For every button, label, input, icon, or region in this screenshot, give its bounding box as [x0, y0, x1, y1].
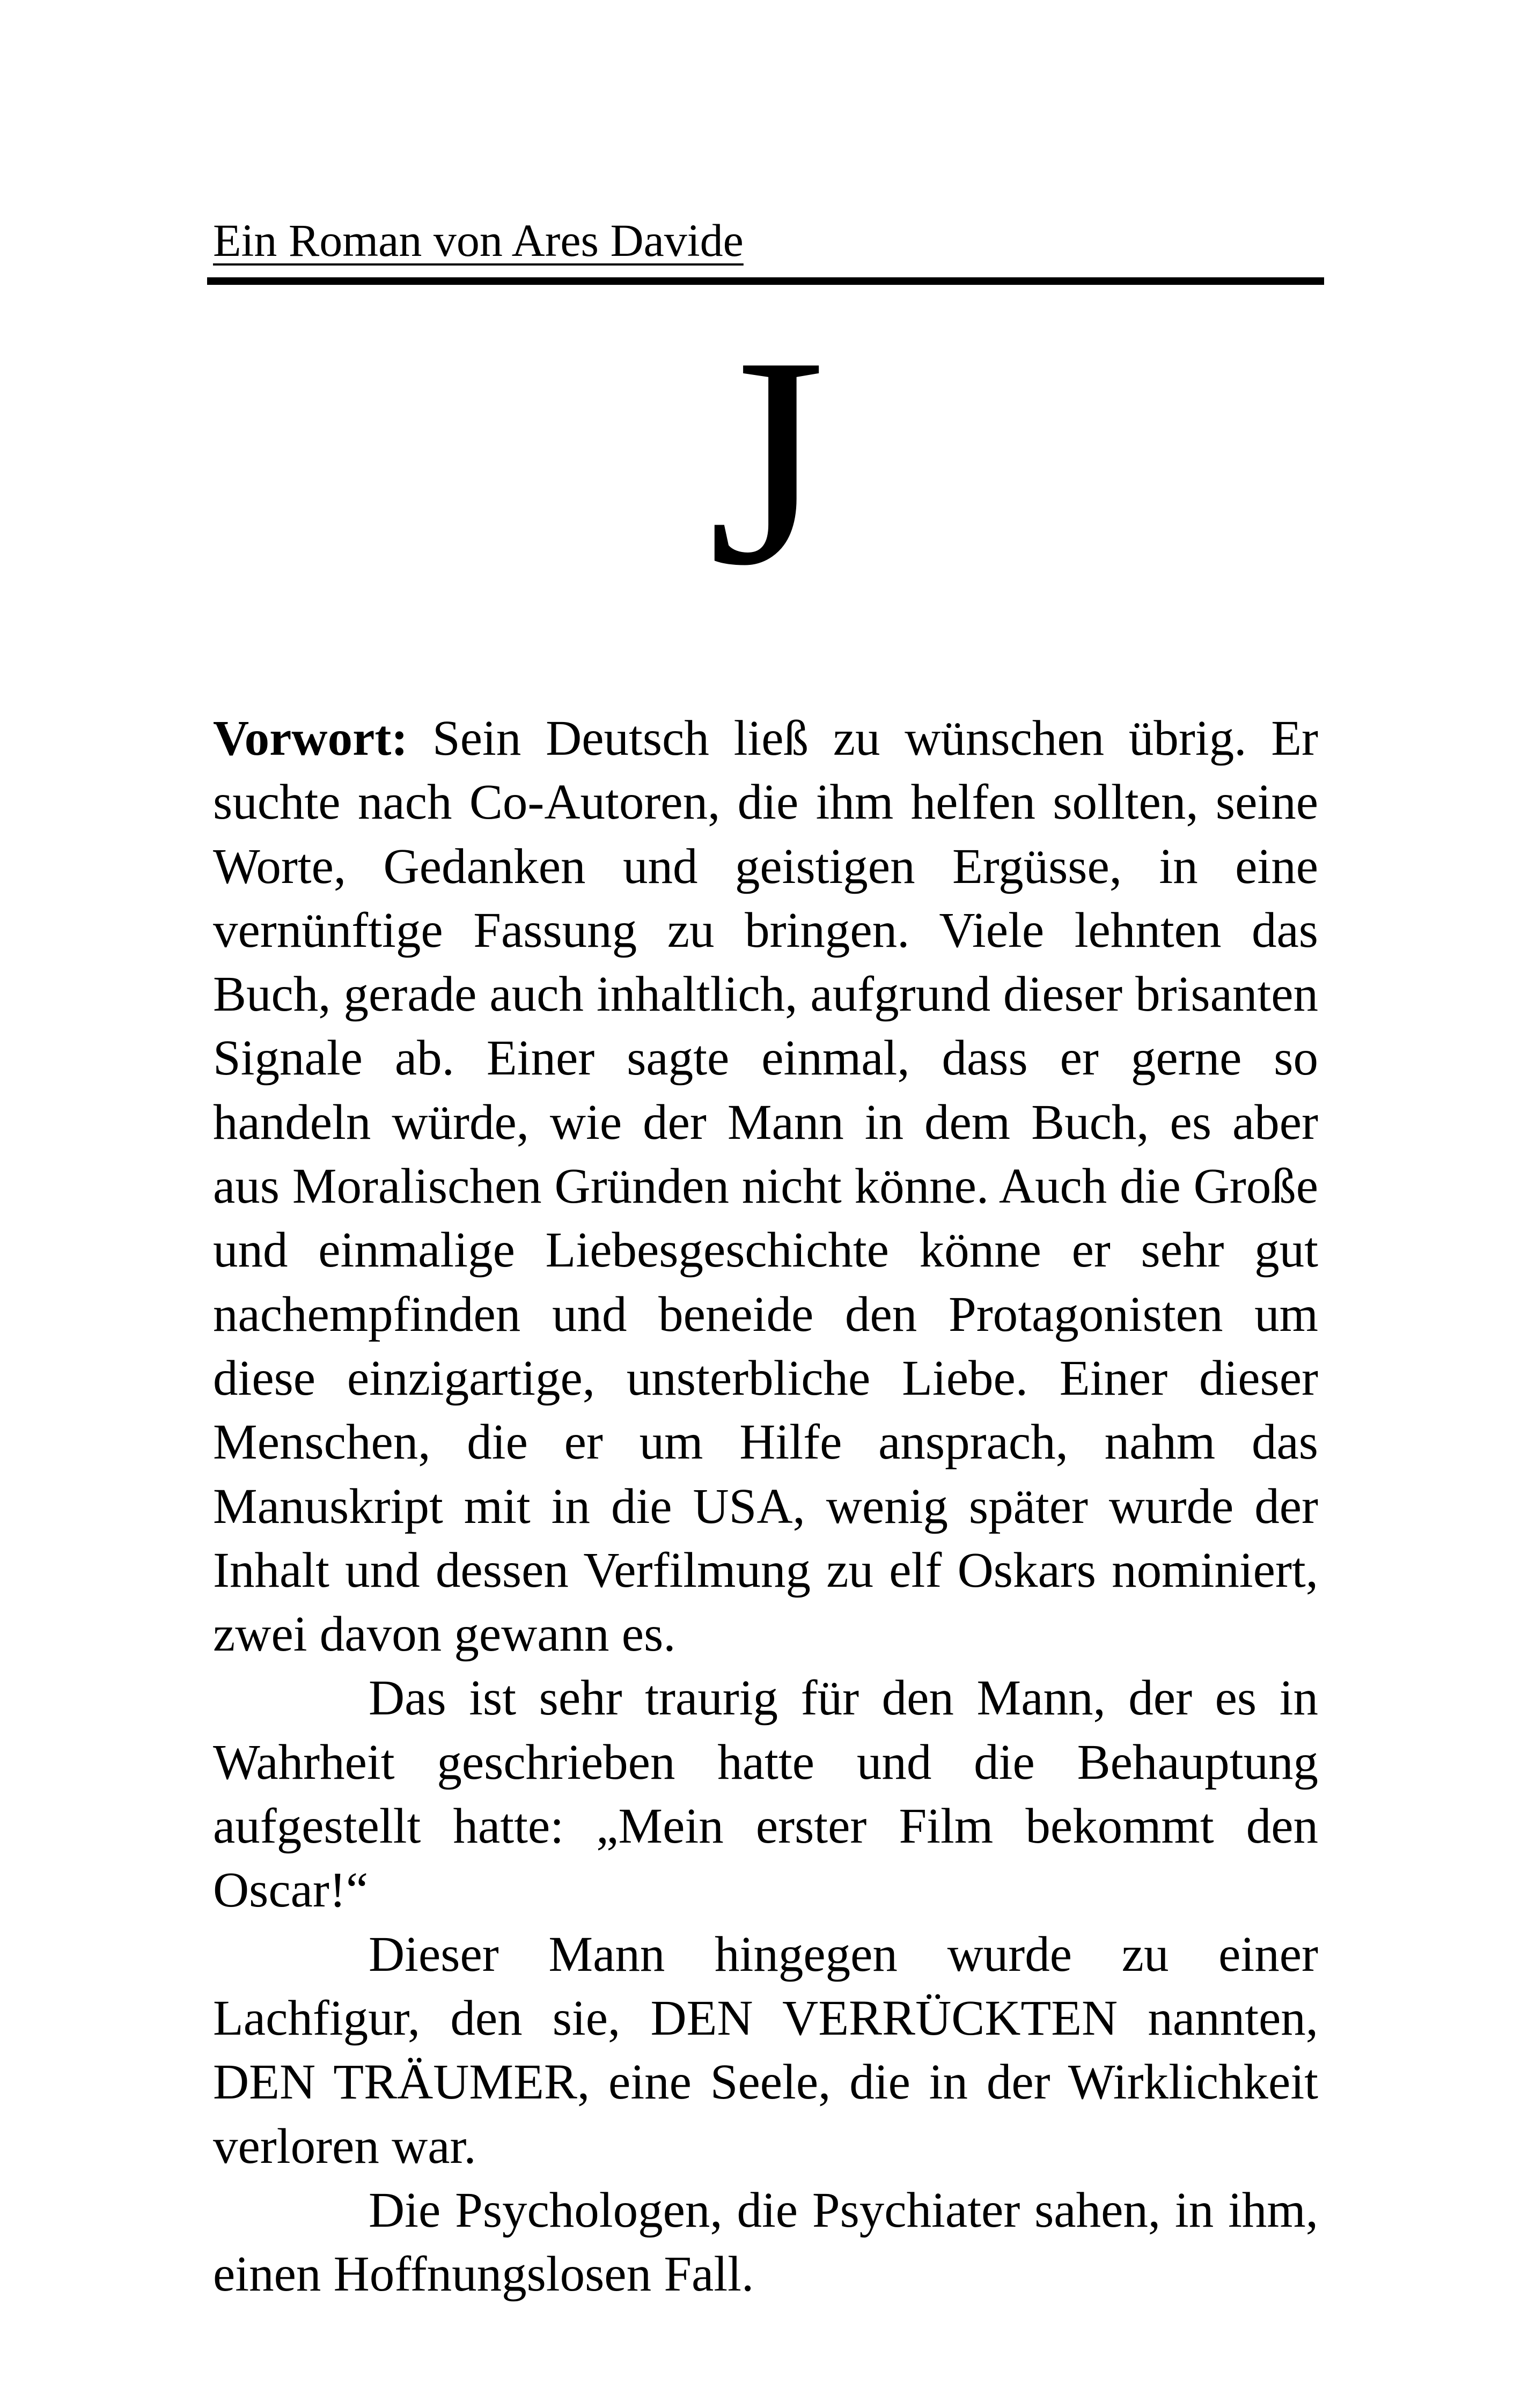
- header-rule: [207, 277, 1324, 285]
- paragraph-4: Die Psychologen, die Psychiater sahen, in ihm, einen Hoffnungslosen Fall.: [213, 2182, 1318, 2302]
- foreword-label: Vorwort:: [213, 711, 408, 766]
- running-header: Ein Roman von Ares Davide: [213, 215, 744, 266]
- body-text: [213, 706, 1318, 2306]
- chapter-letter: J: [708, 295, 825, 628]
- foreword-text: Sein Deutsch ließ zu wünschen übrig. Er suchte nach Co-Autoren, die ihm helfen sollten, seine Worte, Gedanken und geistigen Ergüsse, in eine vernünftige Fassung zu bringen. Viele lehnten das Buch, gerade auch inhaltlich, aufgrund dieser brisanten Signale ab. Einer sagte einmal, dass er gerne so handeln würde, wie der Mann in dem Buch, es aber aus Moralischen Gründen nicht könne. Auch die Große und einmalige Liebesgeschichte könne er sehr gut nachempfinden und beneide den Protagonisten um diese einzigartige, unsterbliche Liebe. Einer dieser Menschen, die er um Hilfe ansprach, nahm das Manuskript mit in die USA, wenig später wurde der Inhalt und dessen Verfilmung zu elf Oskars nominiert, zwei davon gewann es.: [213, 711, 1318, 1662]
- paragraph-3: Dieser Mann hingegen wurde zu einer Lachfigur, den sie, DEN VERRÜCKTEN nannten, DEN TRÄUMER, eine Seele, die in der Wirklichkeit verloren war.: [213, 1926, 1318, 2174]
- paragraph-2: Das ist sehr traurig für den Mann, der es in Wahrheit geschrieben hatte und die Behauptung aufgestellt hatte: „Mein erster Film bekommt den Oscar!“: [213, 1670, 1318, 1918]
- foreword-paragraph: [213, 706, 1318, 1666]
